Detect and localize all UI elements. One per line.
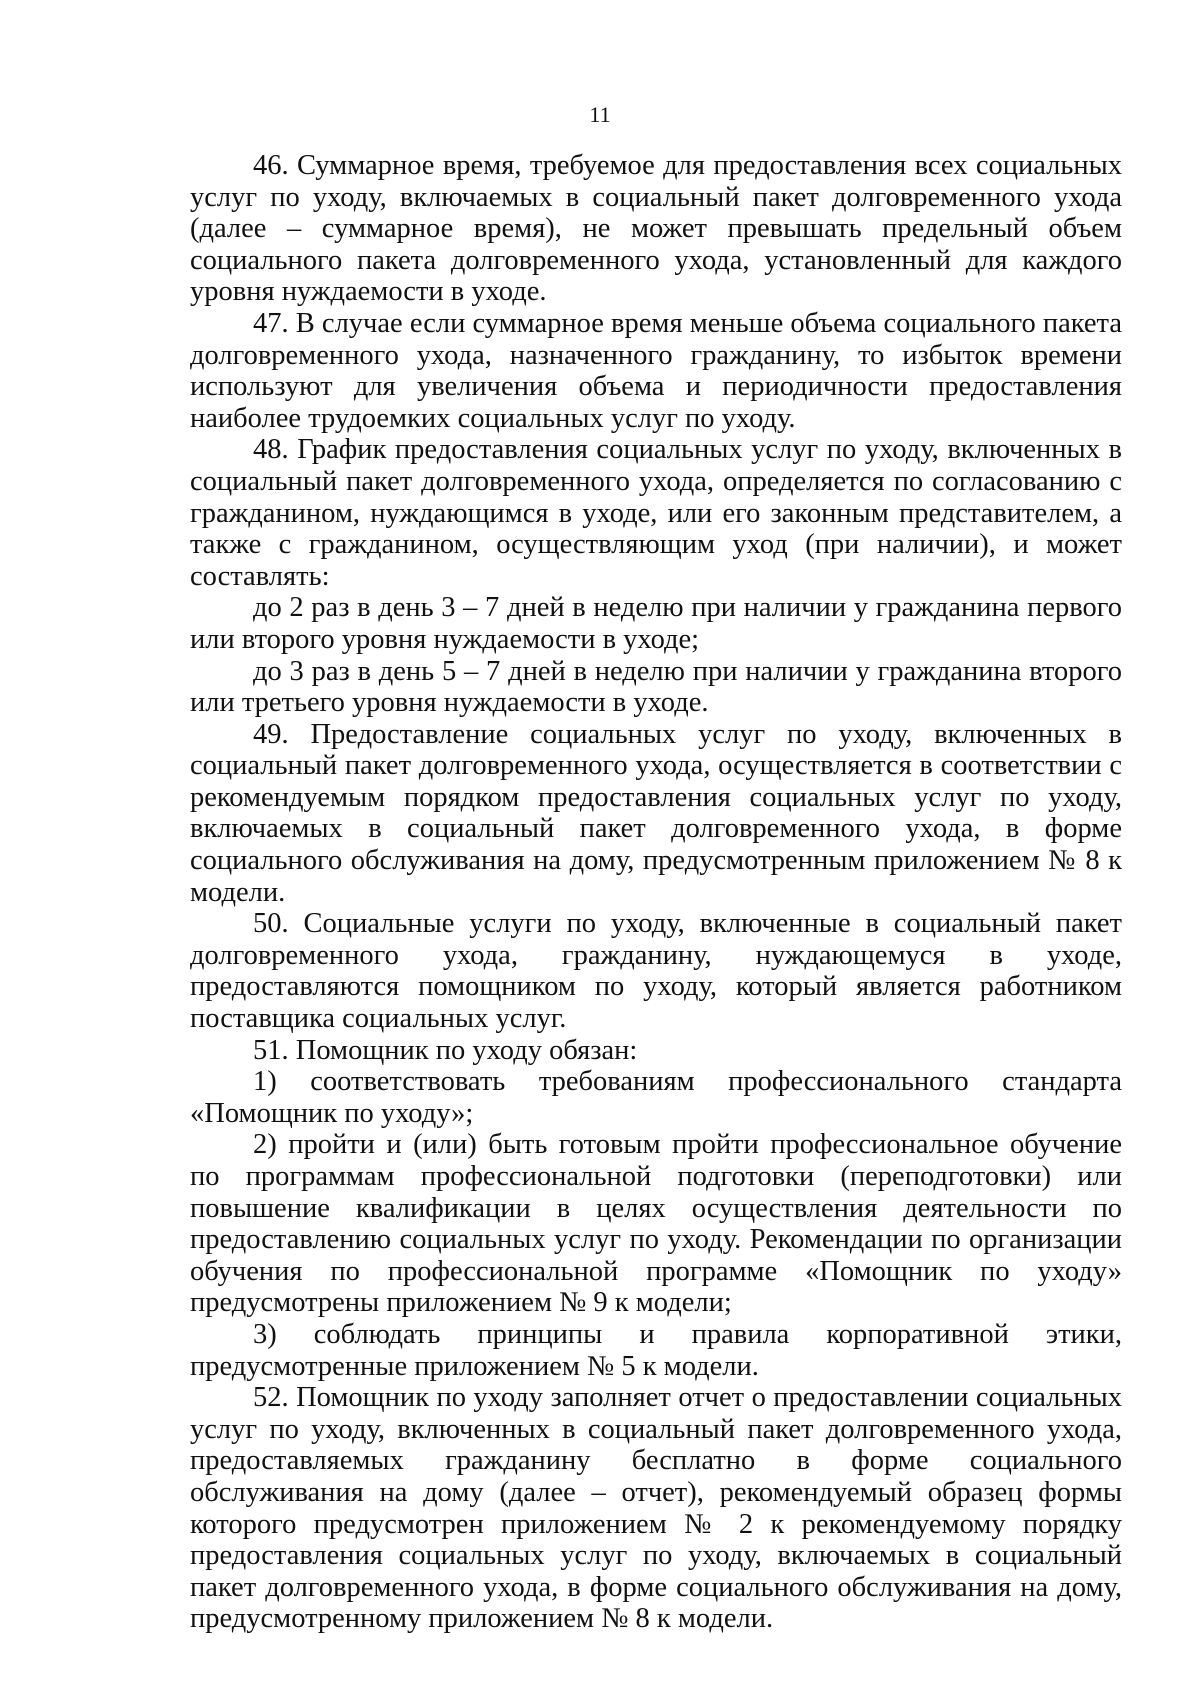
paragraph-48: 48. График предоставления социальных услуг по уходу, включенных в социальный пакет долговременного ухода, определяется по согласованию с гражданином, нуждающимся в уходе, или его законным представителем, а также с гражданином, осуществляющим уход (при наличии), и может составлять: bbox=[190, 434, 1122, 592]
page-number: 11 bbox=[589, 102, 611, 127]
paragraph-46: 46. Суммарное время, требуемое для предоставления всех социальных услуг по уходу, включаемых в социальный пакет долговременного ухода (далее – суммарное время), не может превышать предельный объем социального пакета долговременного ухода, установленный для каждого уровня нуждаемости в уходе. bbox=[190, 150, 1122, 308]
paragraph-48-item-1: до 2 раз в день 3 – 7 дней в неделю при наличии у гражданина первого или второго уровня нуждаемости в уходе; bbox=[190, 592, 1122, 655]
paragraph-47: 47. В случае если суммарное время меньше объема социального пакета долговременного ухода, назначенного гражданину, то избыток времени используют для увеличения объема и периодичности предоставления наиболее трудоемких социальных услуг по уходу. bbox=[190, 307, 1122, 434]
paragraph-50: 50. Социальные услуги по уходу, включенные в социальный пакет долговременного ухода, гражданину, нуждающемуся в уходе, предоставляются помощником по уходу, который является работником поставщика социальных услуг. bbox=[190, 908, 1122, 1035]
paragraph-52: 52. Помощник по уходу заполняет отчет о предоставлении социальных услуг по уходу, включенных в социальный пакет долговременного ухода, предоставляемых гражданину бесплатно в форме социального обслуживания на дому (далее – отчет), рекомендуемый образец формы которого предусмотрен приложением № 2 к рекомендуемому порядку предоставления социальных услуг по уходу, включаемых в социальный пакет долговременного ухода, в форме социального обслуживания на дому, предусмотренному приложением № 8 к модели. bbox=[190, 1382, 1122, 1635]
paragraph-48-item-2: до 3 раз в день 5 – 7 дней в неделю при наличии у гражданина второго или третьего уровня нуждаемости в уходе. bbox=[190, 655, 1122, 719]
paragraph-49: 49. Предоставление социальных услуг по уходу, включенных в социальный пакет долговременного ухода, осуществляется в соответствии с рекомендуемым порядком предоставления социальных услуг по уходу, включаемых в социальный пакет долговременного ухода, в форме социального обслуживания на дому, предусмотренным приложением № 8 к модели. bbox=[190, 718, 1122, 908]
paragraph-51-item-2: 2) пройти и (или) быть готовым пройти профессиональное обучение по программам профессиональной подготовки (переподготовки) или повышение квалификации в целях осуществления деятельности по предоставлению социальных услуг по уходу. Рекомендации по организации обучения по профессиональной программе «Помощник по уходу» предусмотрены приложением № 9 к модели; bbox=[190, 1129, 1122, 1319]
document-body bbox=[190, 150, 1122, 1635]
paragraph-51-item-3: 3) соблюдать принципы и правила корпоративной этики, предусмотренные приложением № 5 к модели. bbox=[190, 1318, 1122, 1382]
paragraph-51: 51. Помощник по уходу обязан: bbox=[253, 1034, 638, 1066]
paragraph-51-item-1: 1) соответствовать требованиям профессионального стандарта «Помощник по уходу»; bbox=[190, 1066, 1122, 1129]
